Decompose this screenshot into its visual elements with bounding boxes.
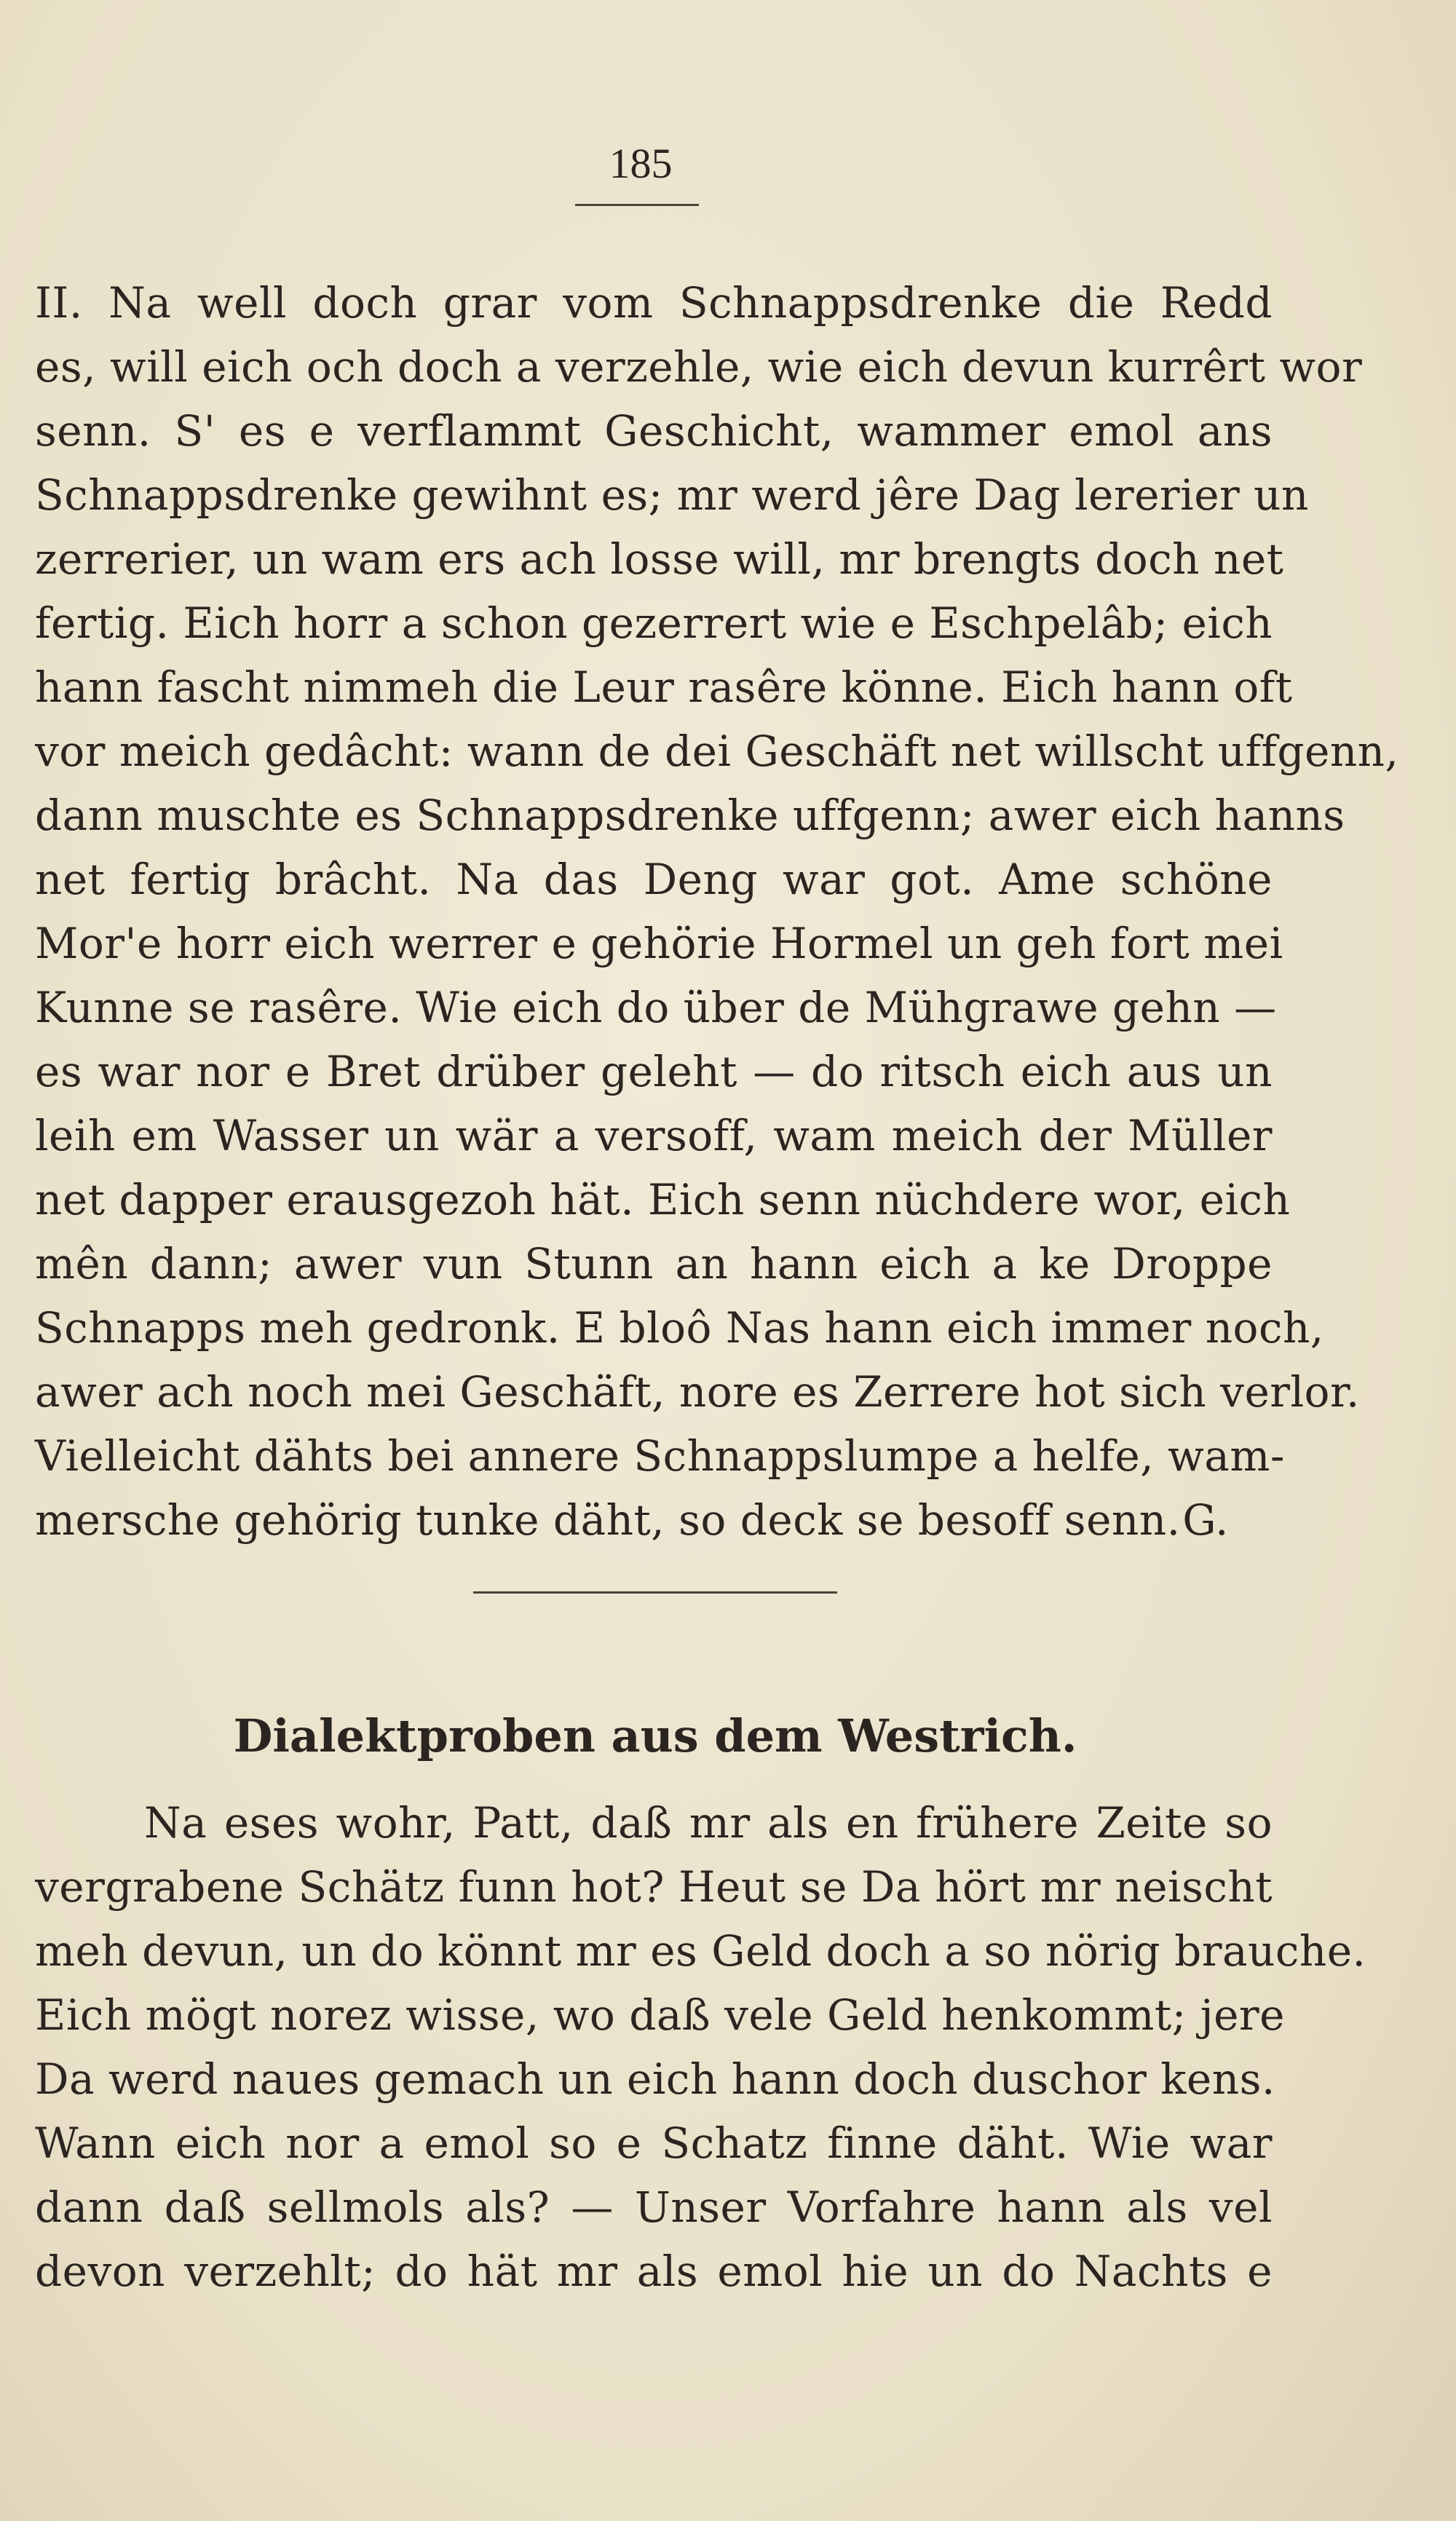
text-line-content: mersche gehörig tunke däht, so deck se besoff senn. (35, 1495, 1181, 1545)
text-line: Vielleicht dähts bei annere Schnappslumpe a helfe, wam- (35, 1431, 1285, 1481)
text-line: Wann eich nor a emol so e Schatz finne däht. Wie war (35, 2118, 1273, 2168)
paragraph-westrich (35, 1791, 1366, 2303)
text-line: Schnapps meh gedronk. E bloô Nas hann eich immer noch, (35, 1303, 1324, 1353)
text-line: awer ach noch mei Geschäft, nore es Zerrere hot sich verlor. (35, 1367, 1360, 1417)
page-number-rule (575, 204, 699, 206)
author-signature: G. (1182, 1495, 1229, 1545)
text-line: senn. S' es e verflammt Geschicht, wammer emol ans (35, 406, 1273, 456)
text-line: meh devun, un do könnt mr es Geld doch a so nörig brauche. (35, 1926, 1366, 1976)
text-line: devon verzehlt; do hät mr als emol hie un do Nachts e (35, 2247, 1273, 2296)
text-line: leih em Wasser un wär a versoff, wam meich der Müller (35, 1111, 1273, 1160)
text-line: Da werd naues gemach un eich hann doch duschor kens. (35, 2054, 1275, 2104)
text-line: dann daß sellmols als? — Unser Vorfahre hann als vel (35, 2182, 1273, 2232)
text-line: zerrerier, un wam ers ach losse will, mr brengts doch net (35, 534, 1284, 584)
text-line: dann muschte es Schnappsdrenke uffgenn; awer eich hanns (35, 791, 1345, 840)
text-line: Na eses wohr, Patt, daß mr als en frühere Zeite so (144, 1798, 1273, 1848)
text-line: net fertig brâcht. Na das Deng war got. Ame schöne (35, 855, 1273, 904)
section-heading: Dialektproben aus dem Westrich. (233, 1709, 1077, 1762)
text-line: Eich mögt norez wisse, wo daß vele Geld henkommt; jere (35, 1990, 1285, 2040)
text-line: hann fascht nimmeh die Leur rasêre könne. Eich hann oft (35, 662, 1293, 712)
text-line: mên dann; awer vun Stunn an hann eich a ke Droppe (35, 1239, 1273, 1289)
text-line: es, will eich och doch a verzehle, wie eich devun kurrêrt wor (35, 342, 1363, 392)
page-number: 185 (609, 140, 673, 187)
text-line: Kunne se rasêre. Wie eich do über de Mühgrawe gehn — (35, 983, 1277, 1032)
section-divider (473, 1591, 837, 1594)
text-line: vergrabene Schätz funn hot? Heut se Da hört mr neischt (35, 1862, 1273, 1912)
text-line: vor meich gedâcht: wann de dei Geschäft net willscht uffgenn, (35, 727, 1399, 776)
text-line: net dapper erausgezoh hät. Eich senn nüchdere wor, eich (35, 1175, 1291, 1224)
paragraph-schnapps-story (35, 271, 1399, 1552)
text-line-last (35, 1488, 1273, 1552)
text-line: es war nor e Bret drüber geleht — do ritsch eich aus un (35, 1047, 1273, 1096)
text-line: Schnappsdrenke gewihnt es; mr werd jêre Dag lererier un (35, 470, 1309, 520)
text-line: II. Na well doch grar vom Schnappsdrenke die Redd (35, 278, 1273, 328)
text-line: Mor'e horr eich werrer e gehörie Hormel un geh fort mei (35, 919, 1283, 968)
text-line: fertig. Eich horr a schon gezerrert wie e Eschpelâb; eich (35, 598, 1273, 648)
